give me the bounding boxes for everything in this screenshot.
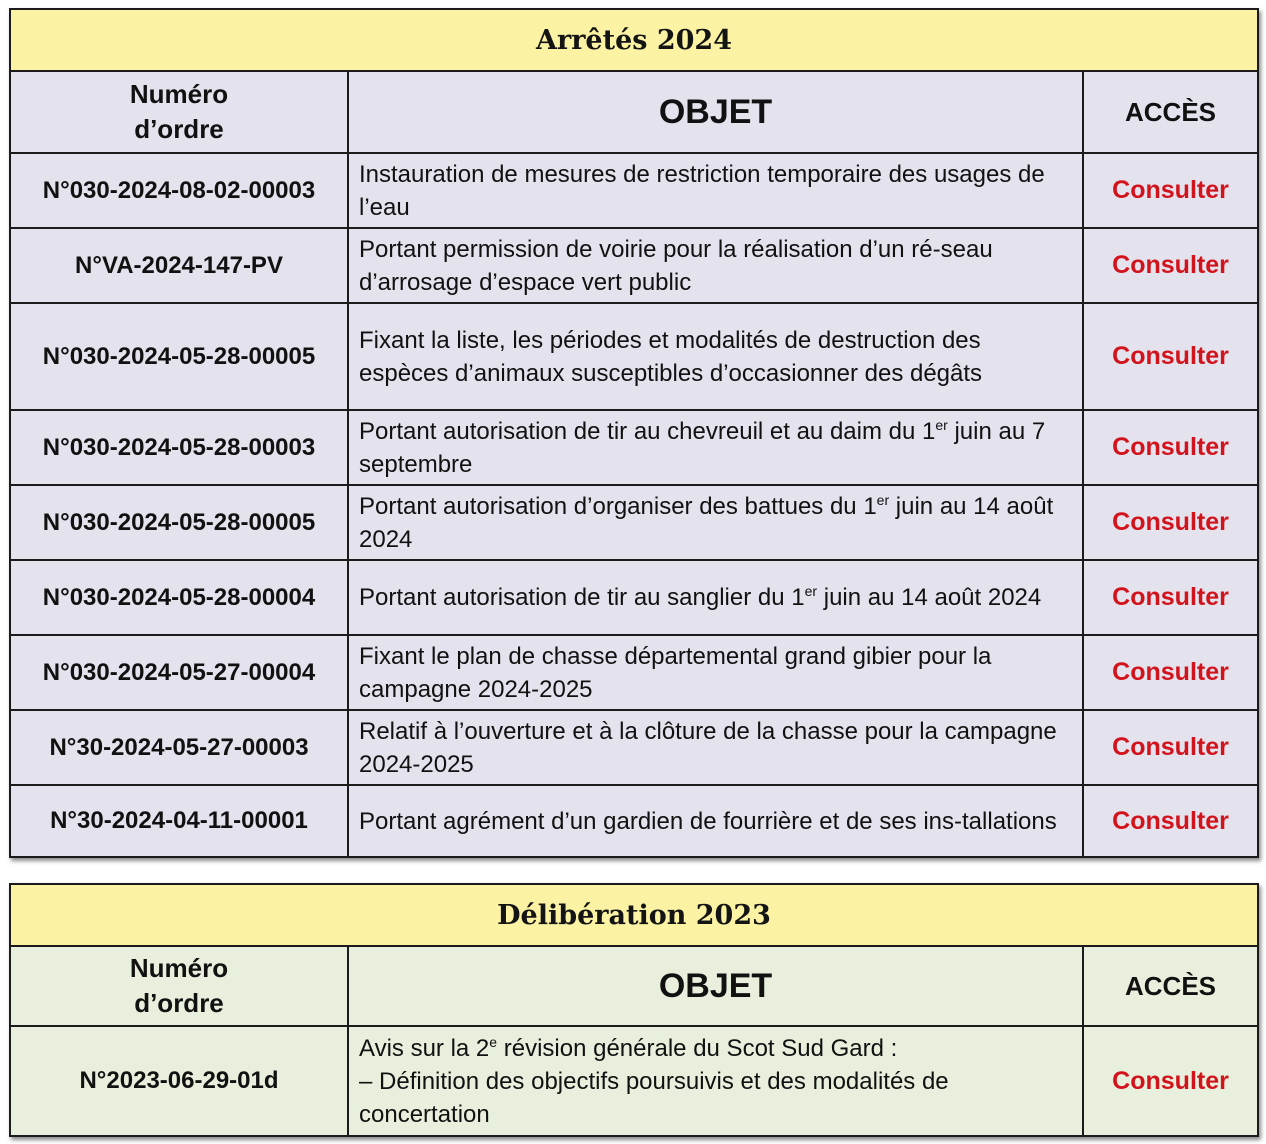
objet-cell <box>348 228 1083 303</box>
acces-cell <box>1083 485 1258 560</box>
deliberation-title-row <box>10 884 1258 946</box>
superscript: er <box>876 491 890 508</box>
superscript: er <box>804 583 818 599</box>
objet-text: – Définition des objectifs poursuivis et des modalités de concertation <box>359 1067 949 1128</box>
deliberation-title: Délibération 2023 <box>10 884 1258 946</box>
numero-cell: N°030-2024-08-02-00003 <box>10 153 348 228</box>
objet-text: Relatif à l’ouverture et à la clôture de la chasse pour la campagne 2024-2025 <box>359 717 1057 778</box>
deliberation-table <box>9 883 1259 1137</box>
table-row <box>10 785 1258 857</box>
consulter-link[interactable]: Consulter <box>1112 1066 1229 1095</box>
objet-text: Fixant le plan de chasse départemental grand gibier pour la campagne 2024-2025 <box>359 642 992 703</box>
consulter-link[interactable]: Consulter <box>1112 806 1229 835</box>
objet-cell <box>348 785 1083 857</box>
objet-text: Portant permission de voirie pour la réalisation d’un ré-seau d’arrosage d’espace vert public <box>359 235 993 296</box>
table-row <box>10 303 1258 410</box>
header-objet: OBJET <box>348 71 1083 153</box>
objet-text: juin au 14 août 2024 <box>817 584 1042 611</box>
table-row <box>10 635 1258 710</box>
objet-text: Fixant la liste, les périodes et modalités de destruction des espèces d’animaux susceptibles d’occasionner des dégâts <box>359 326 983 387</box>
objet-text: juin au 7 septembre <box>359 417 1046 478</box>
numero-cell: N°030-2024-05-28-00003 <box>10 410 348 485</box>
objet-text: Portant autorisation d’organiser des battues du 1 <box>359 492 877 520</box>
header-acces: ACCÈS <box>1083 71 1258 153</box>
numero-cell: N°030-2024-05-28-00005 <box>10 303 348 410</box>
objet-cell <box>348 560 1083 635</box>
numero-cell: N°2023-06-29-01d <box>10 1026 348 1136</box>
objet-text: révision générale du Scot Sud Gard : <box>497 1034 898 1062</box>
numero-cell: N°030-2024-05-27-00004 <box>10 635 348 710</box>
table-row <box>10 410 1258 485</box>
arretes-header-row <box>10 71 1258 153</box>
numero-cell: N°030-2024-05-28-00004 <box>10 560 348 635</box>
deliberation-header-row <box>10 946 1258 1026</box>
objet-text: juin au 14 août 2024 <box>359 492 1054 553</box>
acces-cell <box>1083 710 1258 785</box>
acces-cell <box>1083 560 1258 635</box>
numero-cell: N°VA-2024-147-PV <box>10 228 348 303</box>
consulter-link[interactable]: Consulter <box>1112 583 1229 611</box>
objet-text: Portant autorisation de tir au chevreuil et au daim du 1 <box>359 417 936 445</box>
superscript: e <box>489 1033 498 1050</box>
objet-cell <box>348 153 1083 228</box>
consulter-link[interactable]: Consulter <box>1112 658 1229 686</box>
objet-cell <box>348 410 1083 485</box>
acces-cell <box>1083 153 1258 228</box>
numero-cell: N°30-2024-04-11-00001 <box>10 785 348 857</box>
table-row <box>10 1026 1258 1136</box>
arretes-title: Arrêtés 2024 <box>10 9 1258 71</box>
objet-text: Portant autorisation de tir au sanglier du 1 <box>359 584 805 611</box>
arretes-title-row <box>10 9 1258 71</box>
objet-cell <box>348 635 1083 710</box>
header-objet: OBJET <box>348 946 1083 1026</box>
objet-cell <box>348 1026 1083 1136</box>
header-numero: Numéro d’ordre <box>10 71 348 153</box>
numero-cell: N°30-2024-05-27-00003 <box>10 710 348 785</box>
objet-cell <box>348 485 1083 560</box>
table-row <box>10 710 1258 785</box>
consulter-link[interactable]: Consulter <box>1112 251 1229 279</box>
acces-cell <box>1083 228 1258 303</box>
superscript: er <box>935 416 948 433</box>
numero-cell: N°030-2024-05-28-00005 <box>10 485 348 560</box>
objet-cell <box>348 710 1083 785</box>
consulter-link[interactable]: Consulter <box>1112 342 1229 370</box>
acces-cell <box>1083 410 1258 485</box>
acces-cell <box>1083 1026 1258 1136</box>
objet-text: Instauration de mesures de restriction temporaire des usages de l’eau <box>359 160 1045 221</box>
table-row <box>10 228 1258 303</box>
objet-cell <box>348 303 1083 410</box>
header-numero: Numéro d’ordre <box>10 946 348 1026</box>
consulter-link[interactable]: Consulter <box>1112 176 1229 204</box>
objet-text: Portant agrément d’un gardien de fourrière et de ses ins-tallations <box>359 807 1057 835</box>
consulter-link[interactable]: Consulter <box>1112 508 1229 536</box>
objet-text: Avis sur la 2 <box>359 1034 490 1062</box>
header-acces: ACCÈS <box>1083 946 1258 1026</box>
table-row <box>10 153 1258 228</box>
acces-cell <box>1083 785 1258 857</box>
table-row <box>10 560 1258 635</box>
consulter-link[interactable]: Consulter <box>1112 433 1229 461</box>
acces-cell <box>1083 303 1258 410</box>
table-row <box>10 485 1258 560</box>
arretes-table <box>9 8 1259 858</box>
acces-cell <box>1083 635 1258 710</box>
consulter-link[interactable]: Consulter <box>1112 733 1229 761</box>
